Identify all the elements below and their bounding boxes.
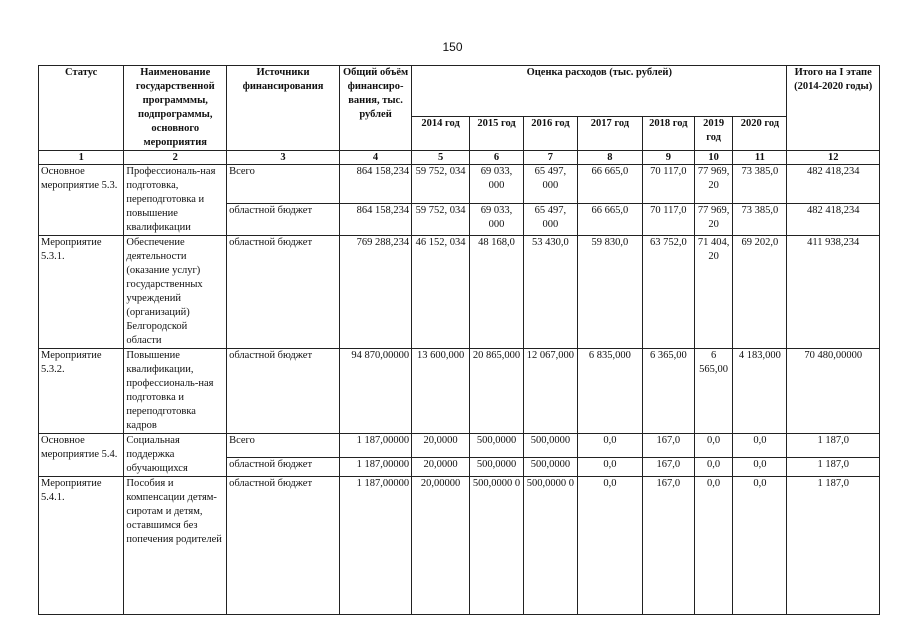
status-cell: Мероприятие 5.3.2. (39, 349, 124, 434)
year-cell: 4 183,000 (733, 349, 787, 434)
year-cell: 20,00000 (412, 477, 470, 615)
year-cell: 6 835,000 (577, 349, 642, 434)
year-cell: 500,0000 0 (523, 477, 577, 615)
year-cell: 167,0 (642, 457, 694, 476)
year-cell: 59 830,0 (577, 236, 642, 349)
column-number: 7 (523, 151, 577, 165)
header-year: 2019 год (694, 116, 733, 150)
year-cell: 69 202,0 (733, 236, 787, 349)
year-cell: 69 033, 000 (470, 203, 524, 235)
name-cell: Обеспечение деятельности (оказание услуг) государственных учреждений (организаций) Белгородской области (124, 236, 227, 349)
column-number: 3 (227, 151, 340, 165)
table-row (39, 349, 880, 434)
year-cell: 71 404, 20 (694, 236, 733, 349)
year-cell: 66 665,0 (577, 203, 642, 235)
year-cell: 0,0 (733, 457, 787, 476)
year-cell: 20,0000 (412, 434, 470, 458)
total-cell: 864 158,234 (339, 203, 411, 235)
year-cell: 20 865,000 (470, 349, 524, 434)
budget-table (38, 65, 880, 615)
column-number: 12 (787, 151, 880, 165)
year-cell: 59 752, 034 (412, 165, 470, 204)
column-number: 8 (577, 151, 642, 165)
status-cell: Мероприятие 5.3.1. (39, 236, 124, 349)
header-total: Общий объём финансиро-вания, тыс. рублей (339, 66, 411, 151)
name-cell: Социальная поддержка обучающихся (124, 434, 227, 477)
year-cell: 46 152, 034 (412, 236, 470, 349)
itogo-cell: 1 187,0 (787, 434, 880, 458)
header-year: 2017 год (577, 116, 642, 150)
year-cell: 0,0 (733, 434, 787, 458)
year-cell: 167,0 (642, 477, 694, 615)
header-year: 2014 год (412, 116, 470, 150)
header-year: 2018 год (642, 116, 694, 150)
header-source: Источники финансирования (227, 66, 340, 151)
header-year: 2016 год (523, 116, 577, 150)
source-cell: областной бюджет (227, 349, 340, 434)
header-estimate: Оценка расходов (тыс. рублей) (412, 66, 787, 117)
year-cell: 65 497, 000 (523, 203, 577, 235)
year-cell: 500,0000 0 (470, 477, 524, 615)
header-name: Наименование государственной программмы, подпрограммы, основного мероприятия (124, 66, 227, 151)
header-itogo: Итого на I этапе (2014-2020 годы) (787, 66, 880, 151)
year-cell: 66 665,0 (577, 165, 642, 204)
itogo-cell: 70 480,00000 (787, 349, 880, 434)
column-number: 9 (642, 151, 694, 165)
year-cell: 53 430,0 (523, 236, 577, 349)
header-year: 2015 год (470, 116, 524, 150)
year-cell: 48 168,0 (470, 236, 524, 349)
itogo-cell: 482 418,234 (787, 165, 880, 204)
year-cell: 20,0000 (412, 457, 470, 476)
year-cell: 167,0 (642, 434, 694, 458)
year-cell: 63 752,0 (642, 236, 694, 349)
year-cell: 70 117,0 (642, 203, 694, 235)
table-row (39, 236, 880, 349)
column-number: 2 (124, 151, 227, 165)
column-number: 5 (412, 151, 470, 165)
column-number: 4 (339, 151, 411, 165)
year-cell: 500,0000 (470, 434, 524, 458)
source-cell: Всего (227, 165, 340, 204)
page-number: 150 (442, 40, 463, 54)
source-cell: областной бюджет (227, 203, 340, 235)
year-cell: 77 969, 20 (694, 165, 733, 204)
year-cell: 6 365,00 (642, 349, 694, 434)
year-cell: 59 752, 034 (412, 203, 470, 235)
year-cell: 77 969, 20 (694, 203, 733, 235)
total-cell: 94 870,00000 (339, 349, 411, 434)
header-status: Статус (39, 66, 124, 151)
itogo-cell: 411 938,234 (787, 236, 880, 349)
year-cell: 73 385,0 (733, 165, 787, 204)
header-year: 2020 год (733, 116, 787, 150)
column-number: 1 (39, 151, 124, 165)
year-cell: 0,0 (577, 434, 642, 458)
year-cell: 500,0000 (470, 457, 524, 476)
total-cell: 864 158,234 (339, 165, 411, 204)
itogo-cell: 1 187,0 (787, 457, 880, 476)
year-cell: 12 067,000 (523, 349, 577, 434)
year-cell: 70 117,0 (642, 165, 694, 204)
total-cell: 769 288,234 (339, 236, 411, 349)
year-cell: 0,0 (577, 457, 642, 476)
year-cell: 0,0 (694, 477, 733, 615)
source-cell: областной бюджет (227, 236, 340, 349)
total-cell: 1 187,00000 (339, 434, 411, 458)
table-row (39, 477, 880, 615)
year-cell: 13 600,000 (412, 349, 470, 434)
total-cell: 1 187,00000 (339, 477, 411, 615)
name-cell: Повышение квалификации, профессиональ-ная подготовка и переподготовка кадров (124, 349, 227, 434)
itogo-cell: 482 418,234 (787, 203, 880, 235)
source-cell: областной бюджет (227, 457, 340, 476)
year-cell: 500,0000 (523, 457, 577, 476)
column-number: 10 (694, 151, 733, 165)
table-row (39, 434, 880, 458)
year-cell: 73 385,0 (733, 203, 787, 235)
table-row (39, 165, 880, 204)
source-cell: Всего (227, 434, 340, 458)
year-cell: 500,0000 (523, 434, 577, 458)
source-cell: областной бюджет (227, 477, 340, 615)
status-cell: Основное мероприятие 5.4. (39, 434, 124, 477)
itogo-cell: 1 187,0 (787, 477, 880, 615)
name-cell: Профессиональ-ная подготовка, переподготовка и повышение квалификации (124, 165, 227, 236)
name-cell: Пособия и компенсации детям-сиротам и детям, оставшимся без попечения родителей (124, 477, 227, 615)
status-cell: Основное мероприятие 5.3. (39, 165, 124, 236)
column-number: 6 (470, 151, 524, 165)
year-cell: 6 565,00 (694, 349, 733, 434)
year-cell: 65 497, 000 (523, 165, 577, 204)
column-number-row (39, 151, 880, 165)
total-cell: 1 187,00000 (339, 457, 411, 476)
status-cell: Мероприятие 5.4.1. (39, 477, 124, 615)
year-cell: 0,0 (694, 434, 733, 458)
year-cell: 0,0 (694, 457, 733, 476)
year-cell: 0,0 (733, 477, 787, 615)
year-cell: 69 033, 000 (470, 165, 524, 204)
column-number: 11 (733, 151, 787, 165)
year-cell: 0,0 (577, 477, 642, 615)
